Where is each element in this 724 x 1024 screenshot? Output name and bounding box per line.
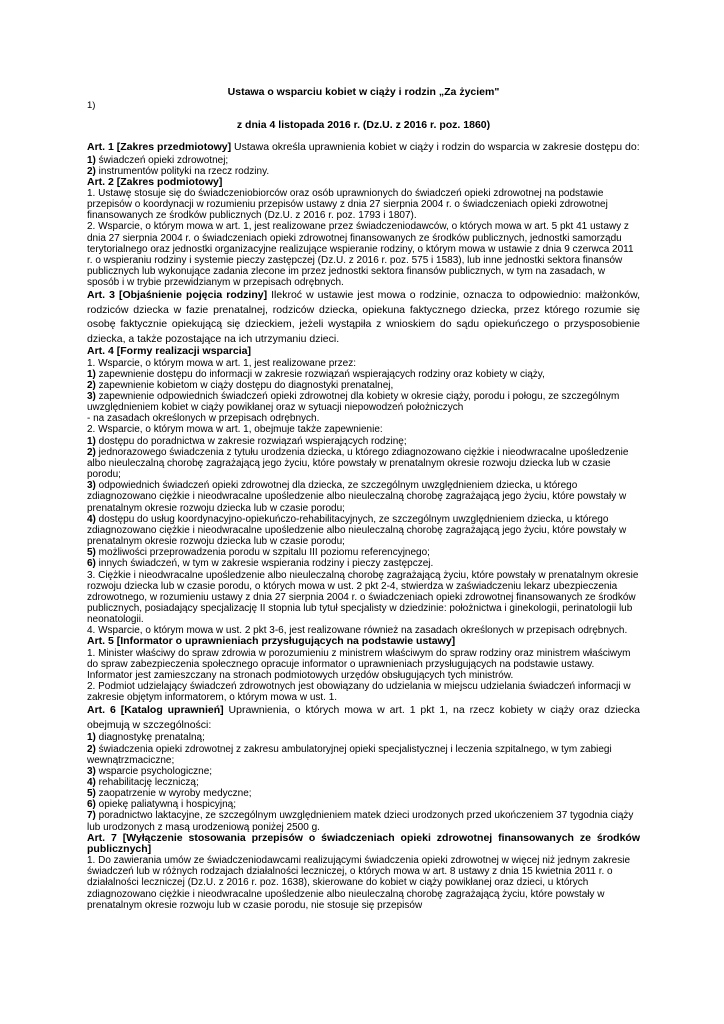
footnote-reference: 1) xyxy=(87,100,96,111)
document-page xyxy=(87,80,640,911)
list-number: 1) xyxy=(87,732,96,744)
list-item xyxy=(87,514,640,547)
list-item xyxy=(87,732,640,743)
list-number: 1) xyxy=(87,435,96,447)
list-item xyxy=(87,558,640,569)
list-text: instrumentów polityki na rzecz rodziny. xyxy=(95,165,270,177)
art5-heading: Art. 5 [Informator o uprawnieniach przysługujących na podstawie ustawy] xyxy=(87,635,456,648)
list-item xyxy=(87,799,640,810)
art1-heading: Art. 1 [Zakres przedmiotowy] xyxy=(87,141,232,153)
art3-paragraph xyxy=(87,288,640,346)
art2-paragraph-2: 2. Wsparcie, o którym mowa w art. 1, jest realizowane przez świadczeniodawców, o których mowa w art. 5 pkt 41 ustawy z dnia 27 sierpnia 2004 r. o świadczeniach opieki zdrowotnej finansowanych ze środków publicznych, jednostki samorządu terytorialnego oraz jednostki organizacyjne realizujące wspieranie rodziny, o którym mowa w ustawie z dnia 9 czerwca 2011 r. o wspieraniu rodziny i systemie pieczy zastępczej (Dz.U. z 2016 r. poz. 575 i 1583), lub inne jednostki sektora finansów publicznych lub wykonujące zadania zlecone im przez jednostki sektora finansów publicznych, w tym na zasadach, w sposób i w trybie przewidzianym w przepisach odrębnych. xyxy=(87,221,634,289)
list-number: 4) xyxy=(87,513,96,525)
list-item xyxy=(87,777,640,788)
art4-paragraph-1: 1. Wsparcie, o którym mowa w art. 1, jest realizowane przez: xyxy=(87,357,356,369)
list-item xyxy=(87,766,640,777)
art1-intro: Ustawa określa uprawnienia kobiet w ciąży i rodzin do wsparcia w zakresie dostępu do: xyxy=(231,141,640,153)
document-subtitle: z dnia 4 listopada 2016 r. (Dz.U. z 2016 r. poz. 1860) xyxy=(236,119,491,131)
art3-text: Ilekroć w ustawie jest mowa o rodzinie, oznacza to odpowiednio: małżonków, rodziców dziecka w fazie prenatalnej, rodziców dziecka, opiekuna faktycznego dziecka, przez którego rozumie się osobę faktycznie opiekującą się dzieckiem, jeżeli wystąpiła z wnioskiem do sądu opiekuńczego o przysposobienie dziecka, a także pozostające na ich utrzymaniu dzieci. xyxy=(87,289,640,345)
list-text: jednorazowego świadczenia z tytułu urodzenia dziecka, u którego zdiagnozowano ciężkie i nieodwracalne upośledzenie albo nieuleczalną chorobę zagrażającą jego życiu, które powstały w prenatalnym okresie rozwoju dziecka lub w czasie porodu; xyxy=(87,446,629,481)
list-item xyxy=(87,369,640,380)
art2-heading: Art. 2 [Zakres podmiotowy] xyxy=(87,175,223,188)
list-number: 3) xyxy=(87,765,96,777)
art4-paragraph-3: 3. Ciężkie i nieodwracalne upośledzenie albo nieuleczalną chorobę zagrażającą życiu, które powstały w prenatalnym okresie rozwoju dziecka lub w czasie porodu, o których mowa w ust. 2 pkt 2-4, stwierdza w zaświadczeniu lekarz ubezpieczenia zdrowotnego, w rozumieniu ustawy z dnia 27 sierpnia 2004 r. o świadczeniach opieki zdrowotnej finansowanych ze środków publicznych, posiadający specjalizację II stopnia lub tytuł specjalisty w dziedzinie: położnictwa i ginekologii, perinatologii lub neonatologii. xyxy=(87,569,639,626)
list-item xyxy=(87,436,640,447)
list-text: opiekę paliatywną i hospicyjną; xyxy=(95,799,236,811)
art3-heading: Art. 3 [Objaśnienie pojęcia rodziny] xyxy=(87,289,268,302)
list-item xyxy=(87,788,640,799)
list-text: poradnictwo laktacyjne, ze szczególnym uwzględnieniem matek dzieci urodzonych przed ukończeniem 37 tygodnia ciąży lub urodzonych z masą urodzeniową poniżej 2500 g. xyxy=(87,810,634,833)
list-number: 4) xyxy=(87,777,96,788)
art4-paragraph-4: 4. Wsparcie, o którym mowa w ust. 2 pkt 3-6, jest realizowane również na zasadach określonych w przepisach odrębnych. xyxy=(87,625,628,637)
document-body xyxy=(87,140,640,911)
list-number: 6) xyxy=(87,799,96,811)
list-item xyxy=(87,391,640,413)
list-text: zapewnienie odpowiednich świadczeń opieki zdrowotnej dla kobiety w okresie ciąży, porodu i połogu, ze szczególnym uwzględnieniem kobiet w ciąży powikłanej oraz w sytuacji niepowodzeń położniczych xyxy=(87,391,620,414)
list-text: możliwości przeprowadzenia porodu w szpitalu III poziomu referencyjnego; xyxy=(95,547,430,559)
list-number: 2) xyxy=(87,743,96,755)
art6-heading: Art. 6 [Katalog uprawnień] xyxy=(87,704,224,717)
list-text: odpowiednich świadczeń opieki zdrowotnej dla dziecka, ze szczególnym uwzględnieniem dziecka, u którego zdiagnozowano ciężkie i nieodwracalne upośledzenie albo nieuleczalną chorobę zagrażającą jego życiu, które powstały w prenatalnym okresie rozwoju dziecka lub w czasie porodu; xyxy=(87,480,627,514)
list-text: rehabilitację leczniczą; xyxy=(95,777,199,788)
art7-heading: Art. 7 [Wyłączenie stosowania przepisów o świadczeniach opieki zdrowotnej finansowanych ze środków publicznych] xyxy=(87,831,640,855)
list-number: 3) xyxy=(87,391,96,402)
art5-paragraph-1: 1. Minister właściwy do spraw zdrowia w porozumieniu z ministrem właściwym do spraw rodziny oraz ministrem właściwym do spraw zabezpieczenia społecznego opracuje informator o uprawnieniach przysługujących na podstawie ustawy. Informator jest zamieszczany na stronach podmiotowych urzędów obsługujących tych ministrów. xyxy=(87,647,631,681)
art6-intro: Uprawnienia, o których mowa w art. 1 pkt 1, na rzecz kobiety w ciąży oraz dziecka obejmują w szczególności: xyxy=(87,704,640,731)
list-text: diagnostykę prenatalną; xyxy=(95,732,205,744)
list-text: świadczenia opieki zdrowotnej z zakresu ambulatoryjnej opieki specjalistycznej i leczenia szpitalnego, w tym zabiegi wewnątrzmaciczne; xyxy=(87,743,612,766)
art2-paragraph-1: 1. Ustawę stosuje się do świadczeniobiorców oraz osób uprawnionych do świadczeń opieki zdrowotnej na podstawie przepisów o koordynacji w rozumieniu przepisów ustawy z dnia 27 sierpnia 2004 r. o świadczeniach opieki zdrowotnej finansowanych ze środków publicznych (Dz.U. z 2016 r. poz. 1793 i 1807). xyxy=(87,187,608,222)
list-number: 2) xyxy=(87,446,96,458)
list-number: 2) xyxy=(87,379,96,391)
list-text: wsparcie psychologiczne; xyxy=(95,765,213,777)
art7-paragraph-1: 1. Do zawierania umów ze świadczeniodawcami realizującymi świadczenia opieki zdrowotnej w więcej niż jednym zakresie świadczeń lub w różnych rodzajach działalności leczniczej, o których mowa w art. 8 ustawy z dnia 15 kwietnia 2011 r. o działalności leczniczej (Dz.U. z 2016 r. poz. 1638), skierowane do kobiet w ciąży powikłanej oraz dzieci, u których zdiagnozowano ciężkie i nieodwracalne upośledzenie albo nieuleczalną chorobę zagrażającą życiu, które powstały w prenatalnym okresie rozwoju lub w czasie porodu, nie stosuje się przepisów xyxy=(87,855,631,911)
list-item xyxy=(87,155,640,166)
list-item xyxy=(87,447,640,480)
art1-paragraph xyxy=(87,140,640,155)
list-item xyxy=(87,380,640,391)
list-text: dostępu do poradnictwa w zakresie rozwiązań wspierających rodzinę; xyxy=(95,435,407,447)
list-text: zaopatrzenie w wyroby medyczne; xyxy=(95,788,252,800)
art4-paragraph-2: 2. Wsparcie, o którym mowa w art. 1, obejmuje także zapewnienie: xyxy=(87,424,383,436)
list-text: dostępu do usług koordynacyjno-opiekuńczo-rehabilitacyjnych, ze szczególnym uwzględnieniem dziecka, u którego zdiagnozowano ciężkie i nieodwracalne upośledzenie albo nieuleczalną chorobę zagrażającą jego życiu, które powstały w prenatalnym okresie rozwoju dziecka lub w czasie porodu; xyxy=(87,513,627,548)
list-number: 1) xyxy=(87,154,96,166)
art6-paragraph xyxy=(87,703,640,732)
list-number: 6) xyxy=(87,558,96,570)
list-text: innych świadczeń, w tym w zakresie wspierania rodziny i pieczy zastępczej. xyxy=(95,558,434,570)
art4-list-tail: - na zasadach określonych w przepisach odrębnych. xyxy=(87,413,320,425)
list-item xyxy=(87,547,640,558)
list-item xyxy=(87,480,640,513)
list-text: świadczeń opieki zdrowotnej; xyxy=(95,154,229,166)
list-item xyxy=(87,744,640,766)
art5-paragraph-2: 2. Podmiot udzielający świadczeń zdrowotnych jest obowiązany do udzielania w miejscu udzielania świadczeń informacji w zakresie objętym informatorem, o którym mowa w ust. 1. xyxy=(87,681,631,704)
list-number: 1) xyxy=(87,368,96,380)
list-text: zapewnienie kobietom w ciąży dostępu do diagnostyki prenatalnej, xyxy=(95,379,394,391)
list-text: zapewnienie dostępu do informacji w zakresie rozwiązań wspierających rodziny oraz kobiety w ciąży, xyxy=(95,368,545,380)
list-number: 5) xyxy=(87,788,96,800)
list-number: 7) xyxy=(87,810,96,822)
document-title: Ustawa o wsparciu kobiet w ciąży i rodzin „Za życiem" xyxy=(227,86,500,98)
list-number: 5) xyxy=(87,547,96,559)
list-number: 3) xyxy=(87,480,96,492)
art4-heading: Art. 4 [Formy realizacji wsparcia] xyxy=(87,345,251,358)
list-item xyxy=(87,810,640,832)
list-number: 2) xyxy=(87,165,96,177)
